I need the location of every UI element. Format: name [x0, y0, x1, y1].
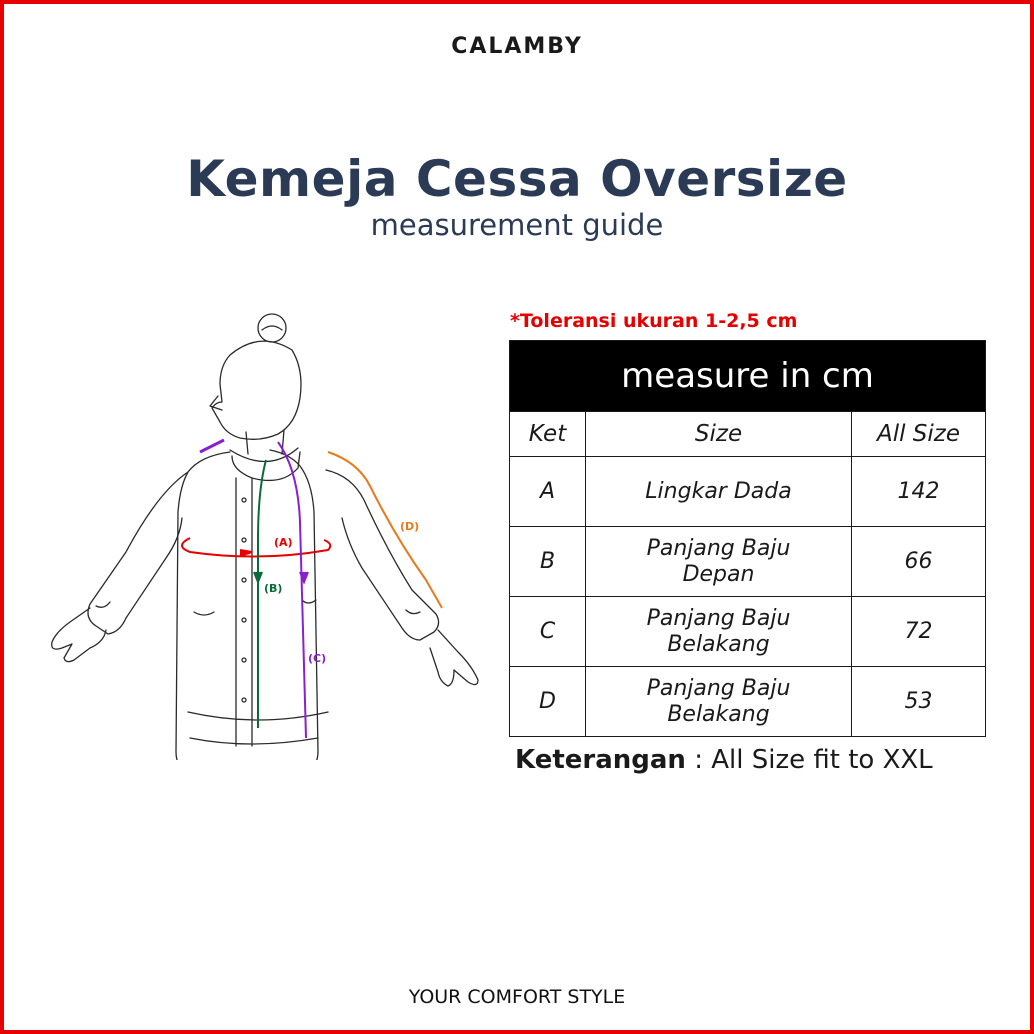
- column-header-all-size: All Size: [852, 412, 986, 457]
- head-outline: [212, 341, 301, 439]
- row-value: 142: [852, 457, 986, 527]
- page-title: Kemeja Cessa Oversize: [186, 150, 848, 208]
- right-hand: [430, 630, 478, 686]
- shoulder-mark: [200, 440, 224, 452]
- left-hand: [52, 608, 106, 662]
- row-value: 53: [852, 667, 986, 737]
- row-size: Panjang Baju Belakang: [586, 597, 852, 667]
- size-note: [515, 745, 933, 775]
- tolerance-note: *Toleransi ukuran 1-2,5 cm: [510, 310, 798, 332]
- marker-label-c: (C): [308, 652, 327, 665]
- row-size: Lingkar Dada: [586, 457, 852, 527]
- table-row: [510, 667, 986, 737]
- marker-label-a: (A): [274, 536, 293, 549]
- table-row: [510, 527, 986, 597]
- left-sleeve: [88, 472, 188, 634]
- row-ket: A: [510, 457, 586, 527]
- row-value: 72: [852, 597, 986, 667]
- row-ket: B: [510, 527, 586, 597]
- marker-label-b: (B): [264, 582, 283, 595]
- row-size: Panjang Baju Depan: [586, 527, 852, 597]
- right-sleeve: [326, 470, 439, 640]
- measure-c-line: [278, 442, 308, 738]
- size-table: [509, 340, 986, 737]
- shirt-illustration: [40, 300, 500, 760]
- hair-bun: [258, 314, 286, 342]
- marker-label-d: (D): [400, 520, 420, 533]
- table-header: measure in cm: [510, 341, 986, 412]
- table-row: [510, 597, 986, 667]
- measure-a-line: [182, 538, 330, 557]
- row-ket: C: [510, 597, 586, 667]
- table-row: [510, 457, 986, 527]
- brand-logo: CALAMBY: [451, 34, 583, 59]
- column-header-ket: Ket: [510, 412, 586, 457]
- row-ket: D: [510, 667, 586, 737]
- note-text: : All Size fit to XXL: [685, 745, 933, 775]
- tagline: YOUR COMFORT STYLE: [408, 986, 626, 1008]
- note-label: Keterangan: [515, 745, 686, 775]
- row-size: Panjang Baju Belakang: [586, 667, 852, 737]
- column-header-size: Size: [586, 412, 852, 457]
- row-value: 66: [852, 527, 986, 597]
- page-subtitle: measurement guide: [370, 208, 664, 242]
